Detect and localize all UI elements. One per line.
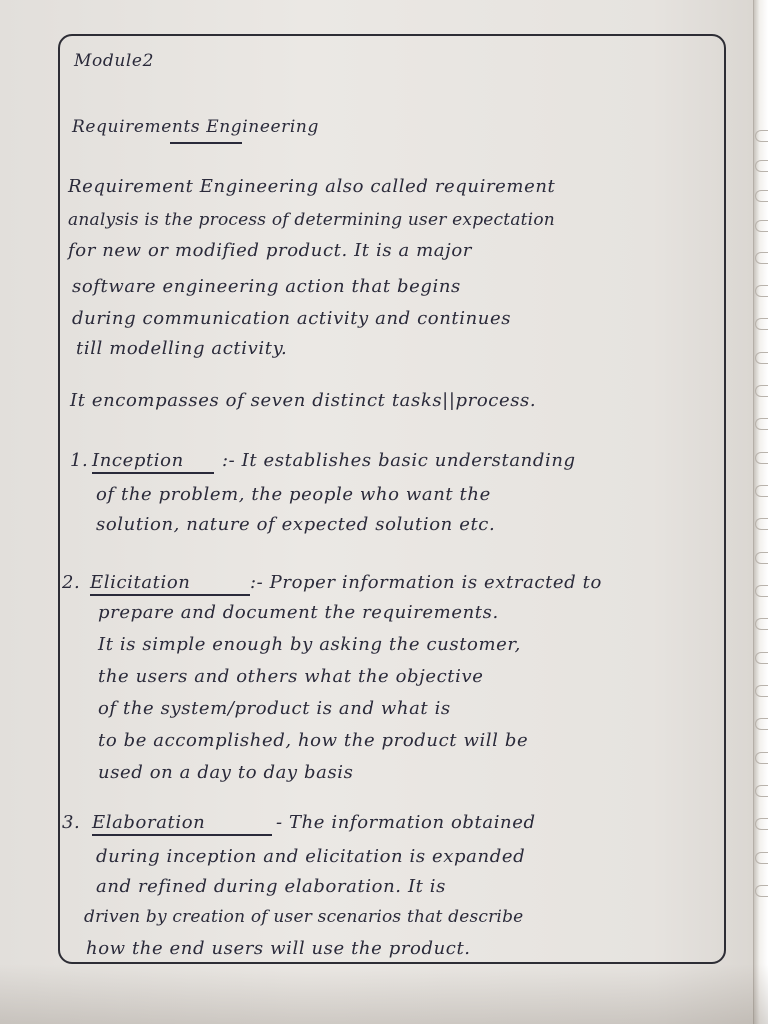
- term-underline: [92, 834, 272, 836]
- section-heading: Requirements Engineering: [72, 117, 319, 137]
- term-underline: [92, 472, 214, 474]
- term-underline: [90, 594, 250, 596]
- item-number: 3.: [62, 812, 81, 833]
- item-line: of the system/product is and what is: [98, 698, 451, 719]
- item-line: driven by creation of user scenarios that describe: [84, 907, 524, 927]
- spiral-ring: [755, 518, 768, 530]
- spiral-ring: [755, 718, 768, 730]
- spiral-ring: [755, 352, 768, 364]
- spiral-ring: [755, 652, 768, 664]
- item-line: the users and others what the objective: [98, 666, 484, 687]
- spiral-ring: [755, 818, 768, 830]
- spiral-ring: [755, 452, 768, 464]
- spiral-ring: [755, 552, 768, 564]
- item-line: used on a day to day basis: [98, 762, 354, 783]
- spiral-ring: [755, 160, 768, 172]
- spiral-ring: [755, 685, 768, 697]
- item-number: 2.: [62, 572, 81, 593]
- intro-line: till modelling activity.: [76, 338, 288, 359]
- item-line: :- Proper information is extracted to: [250, 572, 602, 593]
- spiral-ring: [755, 752, 768, 764]
- spiral-ring: [755, 618, 768, 630]
- module-title: Module2: [74, 51, 154, 71]
- spiral-ring: [755, 585, 768, 597]
- item-line: how the end users will use the product.: [86, 938, 471, 959]
- spiral-ring: [755, 885, 768, 897]
- page-bottom-shadow: [0, 964, 768, 1024]
- spiral-ring: [755, 190, 768, 202]
- spiral-ring: [755, 220, 768, 232]
- item-line: It is simple enough by asking the customer,: [98, 634, 521, 655]
- intro-line: analysis is the process of determining user expectation: [68, 210, 555, 230]
- item-line: and refined during elaboration. It is: [96, 876, 447, 897]
- item-term: Elaboration: [92, 812, 206, 833]
- encompass-line: It encompasses of seven distinct tasks||process.: [70, 390, 537, 411]
- heading-underline: [170, 142, 242, 144]
- spiral-ring: [755, 418, 768, 430]
- intro-line: Requirement Engineering also called requirement: [68, 176, 556, 197]
- spiral-ring: [755, 285, 768, 297]
- spiral-ring: [755, 485, 768, 497]
- item-term: Inception: [92, 450, 184, 471]
- spiral-ring: [755, 852, 768, 864]
- item-line: of the problem, the people who want the: [96, 484, 491, 505]
- item-line: solution, nature of expected solution etc.: [96, 514, 496, 535]
- intro-line: during communication activity and continues: [72, 308, 512, 329]
- item-line: :- It establishes basic understanding: [222, 450, 576, 471]
- spiral-ring: [755, 318, 768, 330]
- intro-line: for new or modified product. It is a major: [68, 240, 472, 261]
- item-term: Elicitation: [90, 572, 191, 593]
- item-line: - The information obtained: [276, 812, 536, 833]
- item-line: to be accomplished, how the product will be: [98, 730, 529, 751]
- item-line: prepare and document the requirements.: [98, 602, 499, 623]
- spiral-ring: [755, 385, 768, 397]
- item-number: 1.: [70, 450, 89, 471]
- spiral-ring: [755, 785, 768, 797]
- item-line: during inception and elicitation is expanded: [96, 846, 526, 867]
- intro-line: software engineering action that begins: [72, 276, 461, 297]
- spiral-ring: [755, 130, 768, 142]
- adjacent-page-edge: [753, 0, 768, 1024]
- spiral-ring: [755, 252, 768, 264]
